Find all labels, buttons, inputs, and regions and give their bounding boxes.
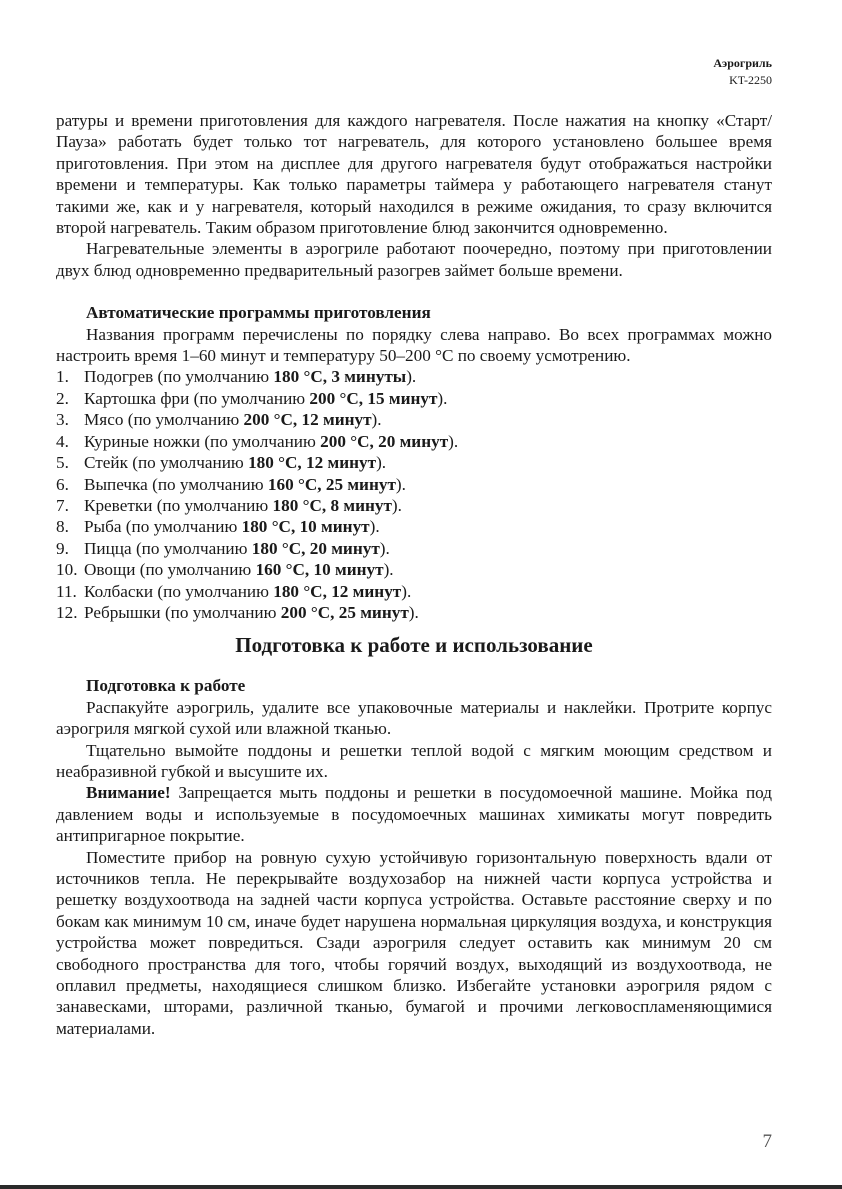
program-default-value: 180 °С, 12 минут [273,581,402,601]
program-text: Подогрев (по умолчанию 180 °С, 3 минуты). [84,367,417,387]
program-name: Куриные ножки [84,431,201,451]
program-name: Креветки [84,495,153,515]
program-default-value: 200 °С, 15 минут [309,388,438,408]
continuation-paragraph: ратуры и времени приготовления для каждого нагревателя. После нажатия на кнопку «Старт/Пауза» работать будет только тот нагреватель, для которого установлено большее время приготовления. При этом на дисплее для другого нагревателя будут отображаться настройки времени и температуры. Как только параметры таймера у работающего нагревателя станут такими же, как и у нагревателя, который находился в режиме ожидания, то сразу включится второй нагреватель. Таким образом приготовление блюд закончится одновременно. [56,111,772,238]
program-name: Пицца [84,538,132,558]
placement-paragraph: Поместите прибор на ровную сухую устойчивую горизонтальную поверхность вдали от источников тепла. Не перекрывайте воздухозабор на нижней части корпуса устройства и решетку воздухоотвода на задней части корпуса устройства. Оставьте расстояние сверху и по бокам как минимум 10 см, иначе будет нарушена нормальная циркуляция воздуха, и конструкция устройства может повредиться. Сзади аэрогриля следует оставить как минимум 20 см свободного пространства для того, чтобы горячий воздух, выходящий из воздухоотвода, не оплавил предметы, находящиеся слишком близко. Избегайте установки аэрогриля рядом с занавесками, шторами, различной тканью, бумагой и прочими легковоспламеняющимися материалами. [56,847,772,1038]
warning-text: Запрещается мыть поддоны и решетки в посудомоечной машине. Мойка под давлением воды и используемые в посудомоечных машинах химикаты могут повредить антипригарное покрытие. [56,783,773,846]
program-text: Колбаски (по умолчанию 180 °С, 12 минут). [84,581,412,601]
prep-paragraph-1: Распакуйте аэрогриль, удалите все упаковочные материалы и наклейки. Протрите корпус аэрогриля мягкой сухой или влажной тканью. [56,697,772,739]
program-item [56,474,772,495]
program-item [56,559,772,580]
program-default-value: 180 °С, 20 минут [251,538,380,558]
program-default-value: 200 °С, 25 минут [280,602,409,622]
program-default-value: 200 °С, 20 минут [320,431,449,451]
header-model: KT-2250 [729,73,772,87]
programs-intro: Названия программ перечислены по порядку слева направо. Во всех программах можно настроить время 1–60 минут и температуру 50–200 °С по своему усмотрению. [56,324,772,366]
program-default-prefix: по умолчанию [163,581,269,601]
program-default-prefix: по умолчанию [162,495,269,515]
program-number: 11. [56,581,77,601]
program-name: Стейк [84,453,128,473]
program-item [56,409,772,430]
program-default-prefix: по умолчанию [170,602,277,622]
program-default-prefix: по умолчанию [137,453,244,473]
program-default-prefix: по умолчанию [141,538,248,558]
program-text: Картошка фри (по умолчанию 200 °С, 15 минут). [84,388,448,408]
program-item [56,452,772,473]
program-number: 10. [56,560,78,580]
programs-heading: Автоматические программы приготовления [86,303,431,323]
program-default-value: 180 °С, 12 минут [248,453,377,473]
program-number: 5. [56,453,69,473]
program-text: Мясо (по умолчанию 200 °С, 12 минут). [84,410,382,430]
program-name: Выпечка [84,474,148,494]
page-number: 7 [762,1131,772,1152]
heating-paragraph: Нагревательные элементы в аэрогриле работают поочередно, поэтому при приготовлении двух блюд одновременно предварительный разогрев займет больше времени. [56,239,772,280]
program-default-prefix: по умолчанию [210,431,316,451]
program-default-prefix: по умолчанию [145,560,252,580]
program-item [56,366,772,387]
section-subheading: Подготовка к работе [86,676,246,696]
program-text: Стейк (по умолчанию 180 °С, 12 минут). [84,453,387,473]
program-default-prefix: по умолчанию [199,388,306,408]
program-text: Выпечка (по умолчанию 160 °С, 25 минут). [84,474,406,494]
program-default-prefix: по умолчанию [131,517,238,537]
program-item [56,581,772,602]
program-default-value: 180 °С, 8 минут [272,495,392,515]
program-default-value: 160 °С, 25 минут [267,474,396,494]
program-item [56,516,772,537]
program-name: Мясо [84,410,124,430]
program-text: Куриные ножки (по умолчанию 200 °С, 20 минут). [84,431,459,451]
program-number: 2. [56,388,69,408]
section-title: Подготовка к работе и использование [235,633,593,658]
program-default-value: 180 °С, 10 минут [241,517,370,537]
prep-paragraph-2: Тщательно вымойте поддоны и решетки теплой водой с мягким моющим средством и неабразивной губкой и высушите их. [56,740,772,781]
program-number: 1. [56,367,69,387]
bottom-rule [0,1185,842,1189]
program-text: Креветки (по умолчанию 180 °С, 8 минут). [84,495,402,515]
program-default-prefix: по умолчанию [163,367,270,387]
program-item [56,538,772,559]
program-number: 12. [56,602,78,622]
program-name: Картошка фри [84,388,190,408]
program-number: 7. [56,495,69,515]
program-default-prefix: по умолчанию [133,410,240,430]
program-number: 8. [56,517,69,537]
program-number: 9. [56,538,69,558]
program-name: Колбаски [84,581,154,601]
warning-label: Внимание! [86,783,171,803]
program-item [56,431,772,452]
warning-paragraph [56,782,772,846]
program-name: Овощи [84,560,136,580]
program-text: Рыба (по умолчанию 180 °С, 10 минут). [84,517,380,537]
program-text: Овощи (по умолчанию 160 °С, 10 минут). [84,560,394,580]
program-item [56,388,772,409]
page-content [56,110,772,1039]
program-default-prefix: по умолчанию [157,474,264,494]
program-item [56,495,772,516]
spacer [56,281,772,302]
program-default-value: 160 °С, 10 минут [255,560,384,580]
program-number: 4. [56,431,69,451]
program-name: Ребрышки [84,602,161,622]
program-item [56,602,772,623]
page-header [713,55,772,89]
program-number: 6. [56,474,69,494]
program-text: Пицца (по умолчанию 180 °С, 20 минут). [84,538,390,558]
program-text: Ребрышки (по умолчанию 200 °С, 25 минут). [84,602,419,622]
program-default-value: 180 °С, 3 минуты [273,367,407,387]
programs-list [56,366,772,623]
program-name: Подогрев [84,367,154,387]
program-name: Рыба [84,517,122,537]
program-default-value: 200 °С, 12 минут [243,410,372,430]
program-number: 3. [56,410,69,430]
header-title: Аэрогриль [713,56,772,70]
